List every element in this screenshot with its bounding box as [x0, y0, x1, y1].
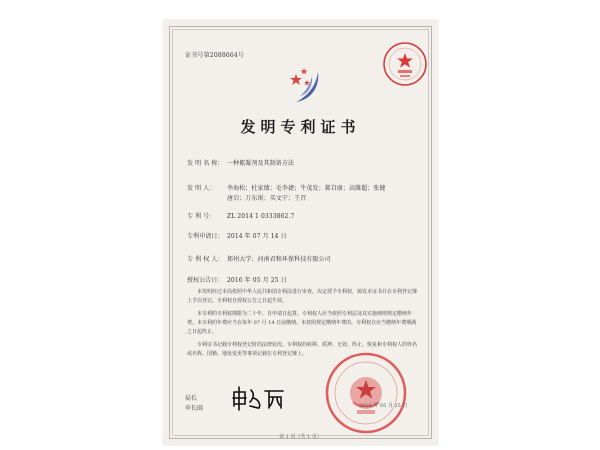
director-name-label: 申长雨	[185, 405, 204, 412]
certificate-number: 证书号第2088664号	[185, 52, 245, 59]
patent-number-label: 专 利 号：	[187, 213, 216, 220]
inventors-line2: 唐启；万东珉；买文宁；王召	[227, 195, 307, 202]
invention-name-value: 一种絮凝剂及其制备方法	[227, 160, 295, 167]
patentee-label: 专 利 权 人：	[187, 256, 224, 263]
filing-date-field	[187, 231, 287, 240]
body-paragraph-2: 本专利的专利权期限为二十年，自申请日起算。专利权人应当依照专利法及其实施细则规定缴纳年费。本专利的年费应当在每年 07 月 14 日前缴纳。未按照规定缴纳年费的，专利权自应当缴纳年费期满之日起终止。	[187, 311, 417, 335]
page-title: 发明专利证书	[240, 118, 361, 136]
director-signature-icon	[231, 384, 287, 412]
patent-office-emblem-icon	[290, 66, 324, 108]
grant-date-field	[187, 275, 287, 284]
filing-date-label: 专利申请日：	[187, 233, 224, 240]
director-label: 局长	[185, 395, 198, 402]
page-indicator: 第 1 页（共 1 页）	[279, 434, 322, 440]
grant-date-label: 授权公告日：	[187, 277, 224, 284]
patentee-field	[187, 254, 331, 263]
inventor-label: 发 明 人：	[187, 185, 216, 192]
filing-date-value: 2014 年 07 月 14 日	[227, 233, 287, 240]
grant-date-value: 2016 年 05 月 25 日	[227, 277, 287, 284]
patent-number-field	[187, 211, 294, 220]
body-paragraph-1: 本发明经过本局依照中华人民共和国专利法进行审查，决定授予专利权，颁发本证书并在专利登记簿上予以登记。专利权自授权公告之日起生效。	[187, 289, 418, 304]
inventor-field	[187, 183, 386, 192]
patent-number-value: ZL 2014 1 0333862.7	[227, 213, 295, 220]
inventors-line1: 李海松；杜家绩；毛李捷；牛茂发；郝自康；高維超；张健	[227, 185, 386, 192]
stamp-date: 2016 年 05 月 25 日	[359, 403, 408, 409]
patentee-value: 郑州大学；河南君和环保科技有限公司	[227, 256, 331, 263]
top-seal-stamp-icon	[381, 40, 429, 88]
invention-name-field	[187, 158, 294, 167]
certificate-paper	[163, 20, 438, 445]
invention-name-label: 发 明 名 称：	[187, 160, 224, 167]
body-paragraph-3: 专利证书记载专利权登记时的法律状况。专利权的转移、质押、无效、终止、恢复和专利权人的姓名或名称、国籍、地址变更等事项记载在专利登记簿上。	[187, 342, 418, 357]
official-seal-stamp-icon	[323, 350, 409, 436]
